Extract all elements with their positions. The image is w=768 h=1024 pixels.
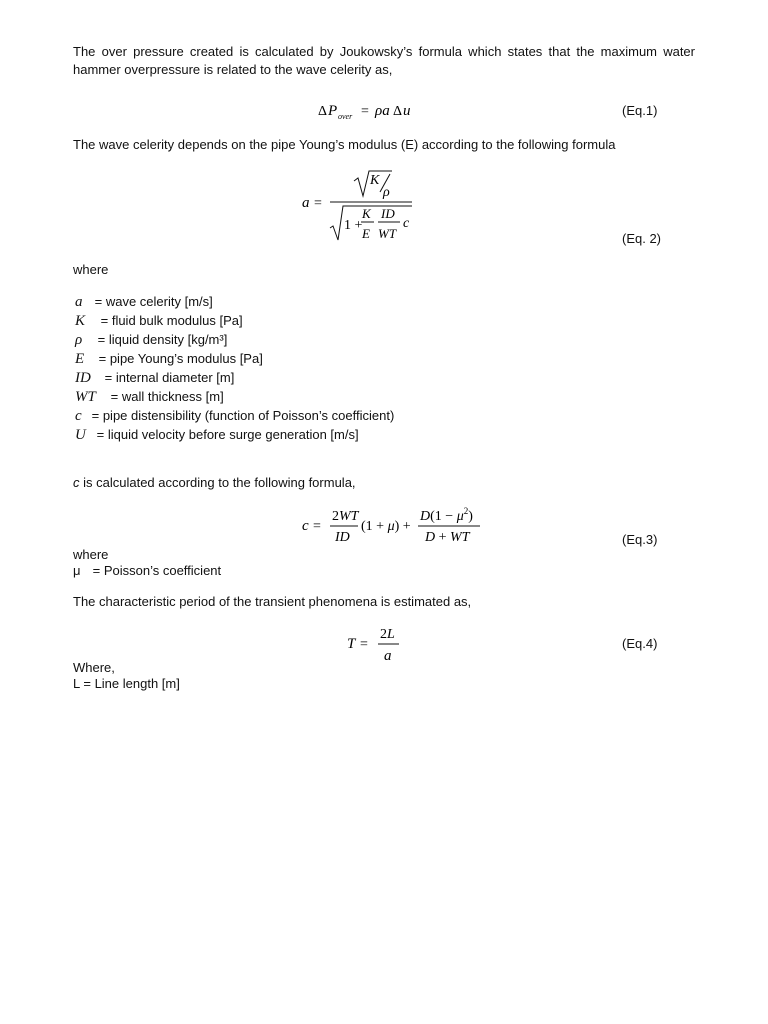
period-equation [347,624,417,666]
svg-text:over: over [338,112,353,121]
definition-text: = pipe distensibility (function of Poisson’s coefficient) [91,408,395,423]
svg-text:=: = [360,637,368,652]
symbol: E [75,351,85,367]
mu-definition [73,563,221,578]
svg-text:a: a [384,648,392,664]
definition-e [75,349,394,368]
svg-text:K: K [370,173,380,188]
definition-text: = wall thickness [m] [110,389,224,404]
svg-text:2L: 2L [380,627,395,642]
svg-text:ρa: ρa [375,103,390,119]
svg-text:=: = [314,196,322,211]
symbol: c [75,408,82,424]
eq2-label: (Eq. 2) [622,231,662,246]
definition-wt [75,387,394,406]
definition-text: = liquid density [kg/m³] [97,332,228,347]
symbol: ρ [75,332,83,348]
definition-k [75,311,394,330]
period-paragraph: The characteristic period of the transient phenomena is estimated as, [73,594,472,609]
svg-text:P: P [328,103,338,119]
svg-text:Δ: Δ [318,104,328,119]
svg-text:(1 + μ) +: (1 + μ) + [361,519,411,534]
c-paragraph [73,475,356,490]
svg-text:D(1 − μ2): $D(1 - \mu^2)$ [420,506,473,524]
svg-text:a: a [302,195,310,211]
svg-text:WT: WT [378,226,397,241]
svg-text:=: = [361,104,369,119]
intro-paragraph: The over pressure created is calculated by Joukowsky’s formula which states that the maximum water hammer overpressure is related to the wave celerity as, [73,44,695,77]
definition-id [75,368,394,387]
svg-text:2WT: 2WT [332,509,359,524]
definition-text: = internal diameter [m] [104,370,235,385]
symbol: ID [75,370,91,386]
mu-symbol: μ [73,563,81,578]
c-paragraph-text: is calculated according to the following formula, [79,475,356,490]
eq3-label: (Eq.3) [622,532,658,547]
svg-text:=: = [313,519,321,534]
definition-text: = pipe Young’s modulus [Pa] [98,351,263,366]
svg-text:c: c [403,216,410,231]
svg-text:c: c [302,518,309,534]
wave-celerity-paragraph: The wave celerity depends on the pipe Young’s modulus (E) according to the following formula [73,137,616,152]
where-label-3: Where, [73,660,115,675]
c-variable: c [73,475,80,490]
svg-text:ID: ID [335,530,350,545]
definition-text: = liquid velocity before surge generation [m/s] [96,427,359,442]
mu-definition-text: = Poisson’s coefficient [92,563,222,578]
svg-text:K: K [362,206,371,221]
definition-c [75,406,394,425]
eq4-label: (Eq.4) [622,636,658,651]
svg-text:ID: ID [381,206,395,221]
svg-text:E: E [362,226,370,241]
symbol: K [75,313,86,329]
definition-text: = wave celerity [m/s] [94,294,213,309]
wave-celerity-equation [302,166,422,246]
distensibility-equation [302,505,492,547]
eq1-label: (Eq.1) [622,103,658,118]
definition-a [75,292,394,311]
definition-text: = fluid bulk modulus [Pa] [100,313,243,328]
line-length-definition: L = Line length [m] [73,676,180,691]
svg-text:D + WT: D + WT [425,530,470,545]
svg-text:u: u [403,103,411,119]
svg-text:ρ: ρ [383,185,390,200]
symbol-definitions [75,292,394,444]
symbol: U [75,427,86,443]
symbol: a [75,294,83,310]
svg-text:Δ: Δ [393,104,403,119]
where-label-2: where [73,547,109,562]
svg-text:1 +: 1 + [344,218,363,233]
definition-u [75,425,394,444]
definition-rho [75,330,394,349]
joukowsky-equation [318,100,428,124]
svg-text:T: T [347,636,356,652]
symbol: WT [75,389,96,405]
where-label: where [73,262,109,277]
